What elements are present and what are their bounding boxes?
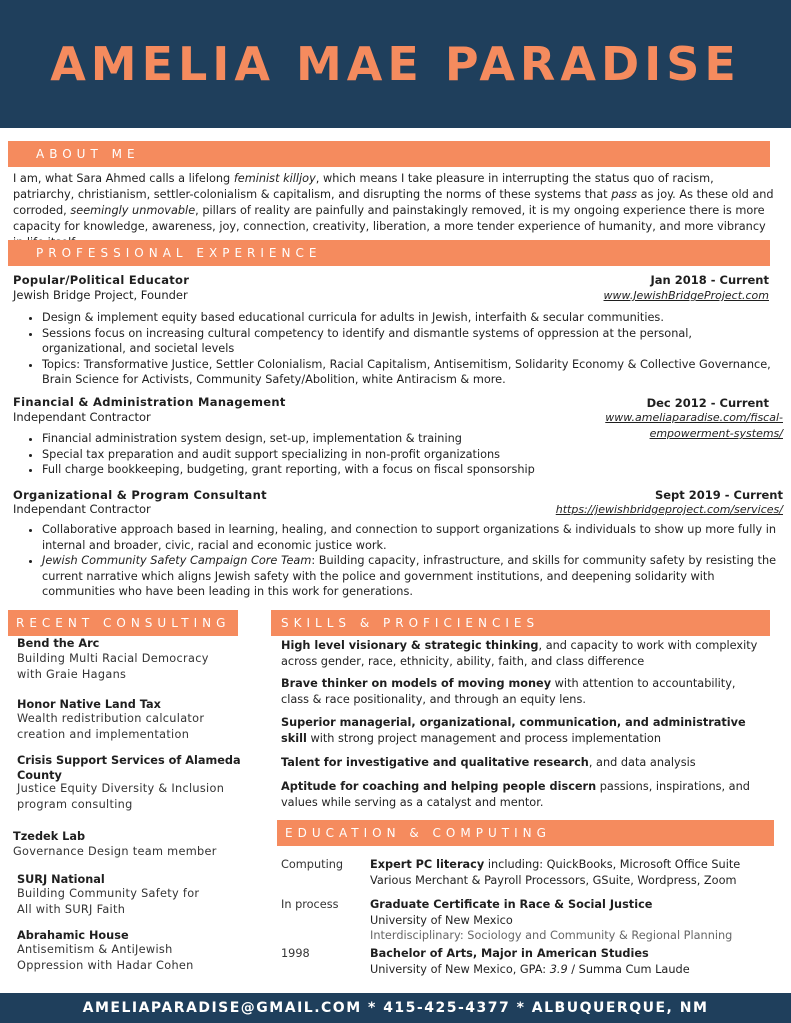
- consulting-name: Crisis Support Services of Alameda County: [17, 754, 241, 782]
- job-date: Dec 2012 - Current: [646, 396, 769, 410]
- skill-title: Aptitude for coaching and helping people discern: [281, 780, 597, 793]
- edu-detail: / Summa Cum Laude: [567, 962, 690, 976]
- skill-item: [281, 676, 761, 708]
- edu-line: University of New Mexico: [370, 913, 513, 927]
- consulting-desc: Antisemitism & AntiJewish Oppression with Hadar Cohen: [17, 943, 194, 972]
- edu-title: Expert PC literacy: [370, 858, 485, 871]
- list-item: • Design & implement equity based educational curricula for adults in Jewish, interfaith & secular communities.: [42, 310, 772, 326]
- about-text: , which means I take pleasure in interrupting the status quo of racism, patriarchy, christianism, settler-colonialism & capitalism, and disrupting the norms of these systems that: [13, 172, 714, 201]
- list-item: • Financial administration system design, set-up, implementation & training: [42, 431, 602, 447]
- contact-footer: AMELIAPARADISE@GMAIL.COM * 415-425-4377 * ALBUQUERQUE, NM: [0, 993, 791, 1023]
- job-organization: Independant Contractor: [13, 502, 151, 516]
- bullet-emphasis: Jewish Community Safety Campaign Core Team: [42, 554, 312, 567]
- job-title: Organizational & Program Consultant: [13, 488, 267, 502]
- consulting-name: Tzedek Lab: [13, 830, 86, 843]
- skill-title: Brave thinker on models of moving money: [281, 677, 552, 690]
- list-item: • Full charge bookkeeping, budgeting, grant reporting, with a focus on fiscal sponsorship: [42, 462, 602, 478]
- list-item: • Topics: Transformative Justice, Settler Colonialism, Racial Capitalism, Antisemitism, Solidarity Economy & Collective Governance, Brain Science for Activists, Community Safety/Abolition, white Antiracism & more.: [42, 357, 772, 388]
- consulting-name: Honor Native Land Tax: [17, 698, 161, 711]
- edu-title: [370, 946, 780, 962]
- consulting-desc: Justice Equity Diversity & Inclusion program consulting: [17, 782, 225, 811]
- edu-line: Interdisciplinary: Sociology and Community & Regional Planning: [370, 929, 733, 942]
- job-organization: Independant Contractor: [13, 410, 151, 424]
- resume-name: AMELIA MAE PARADISE: [50, 37, 741, 91]
- skill-text: with attention to accountability, class & race positionality, and through an equity lens.: [281, 677, 736, 706]
- job-bullets: [25, 431, 602, 478]
- job-title: Popular/Political Educator: [13, 273, 190, 287]
- job-bullets: [25, 522, 787, 600]
- edu-line: [370, 857, 780, 873]
- section-header-about: ABOUT ME: [8, 141, 770, 167]
- consulting-desc: Building Community Safety for All with SURJ Faith: [17, 887, 200, 916]
- about-text: , pillars of reality are painfully and painstakingly removed, it is my ongoing experience there is more capacity for knowledge, awareness, joy, connection, creativity, liberation, a more tender experience of humanity, and more vibrancy: [13, 204, 766, 233]
- consulting-desc: Building Multi Racial Democracy with Graie Hagans: [17, 652, 209, 681]
- edu-entry: [370, 897, 780, 944]
- job-link[interactable]: www.JewishBridgeProject.com: [603, 289, 769, 302]
- skill-text: passions, inspirations, and values while serving as a catalyst and mentor.: [281, 780, 750, 809]
- job-link[interactable]: www.ameliaparadise.com/fiscal-empowerment-systems/: [605, 411, 783, 440]
- skill-item: [281, 779, 761, 811]
- edu-label: In process: [281, 898, 339, 911]
- job-date: Jan 2018 - Current: [650, 273, 769, 287]
- edu-detail: including: QuickBooks, Microsoft Office Suite: [484, 858, 741, 871]
- about-text: I am, what Sara Ahmed calls a lifelong: [13, 172, 234, 185]
- section-header-experience: PROFESSIONAL EXPERIENCE: [8, 240, 770, 266]
- section-header-skills: SKILLS & PROFICIENCIES: [271, 610, 770, 636]
- edu-gpa: 3.9: [549, 962, 568, 976]
- consulting-name: Bend the Arc: [17, 637, 100, 650]
- skill-text: , and data analysis: [588, 756, 696, 769]
- list-item: • Special tax preparation and audit support specializing in non-profit organizations: [42, 447, 602, 463]
- about-text: as joy. As these old and corroded,: [13, 188, 774, 217]
- about-emphasis: feminist killjoy: [233, 172, 316, 185]
- list-item: • Sessions focus on increasing cultural competency to identify and dismantle systems of oppression at the personal, organizational, and societal levels: [42, 326, 772, 357]
- about-paragraph: [13, 171, 778, 251]
- consulting-desc: Governance Design team member: [13, 845, 217, 858]
- about-emphasis: seemingly unmovable: [70, 204, 196, 217]
- edu-detail: University of New Mexico, GPA:: [370, 962, 550, 976]
- consulting-name: Abrahamic House: [17, 929, 129, 942]
- list-item: [42, 553, 787, 600]
- skill-text: with strong project management and process implementation: [306, 732, 661, 745]
- edu-line: Various Merchant & Payroll Processors, GSuite, Wordpress, Zoom: [370, 873, 737, 887]
- edu-title-text: Bachelor of Arts, Major in American Studies: [370, 947, 649, 960]
- job-link[interactable]: https://jewishbridgeproject.com/services/: [555, 503, 783, 516]
- skill-title: Superior managerial, organizational, communication, and administrative skill: [281, 716, 746, 745]
- edu-label: Computing: [281, 858, 344, 871]
- header-banner: [0, 0, 791, 128]
- about-emphasis: pass: [611, 188, 638, 201]
- skill-title: High level visionary & strategic thinking: [281, 639, 539, 652]
- skill-item: [281, 638, 761, 670]
- edu-label: 1998: [281, 947, 310, 960]
- skill-item: [281, 715, 761, 747]
- list-item: • Collaborative approach based in learning, healing, and connection to support organizations & individuals to show up more fully in internal and broader, civic, racial and economic justice work.: [42, 522, 787, 553]
- bullet-text: : Building capacity, infrastructure, and skills for community safety by resisting the current narrative which aligns Jewish safety with the police and government institutions, and deepening solidarity with communities who have been leading in this work for generations.: [42, 554, 777, 598]
- consulting-name: SURJ National: [17, 873, 105, 886]
- skill-text: , and capacity to work with complexity across gender, race, ethnicity, ability, faith, and class difference: [281, 639, 758, 668]
- skill-item: [281, 755, 761, 771]
- edu-title: [370, 897, 780, 913]
- skill-title: Talent for investigative and qualitative research: [281, 756, 589, 769]
- section-header-consulting: RECENT CONSULTING: [8, 610, 238, 636]
- edu-entry: [370, 946, 780, 977]
- job-date: Sept 2019 - Current: [654, 488, 783, 502]
- edu-entry: [370, 857, 780, 888]
- section-header-education: EDUCATION & COMPUTING: [277, 820, 774, 846]
- job-title: Financial & Administration Management: [13, 395, 286, 409]
- edu-title-text: Graduate Certificate in Race & Social Justice: [370, 898, 653, 911]
- edu-line: [370, 962, 780, 978]
- consulting-desc: Wealth redistribution calculator creation and implementation: [17, 712, 205, 741]
- job-organization: Jewish Bridge Project, Founder: [13, 288, 188, 302]
- job-bullets: [25, 310, 772, 388]
